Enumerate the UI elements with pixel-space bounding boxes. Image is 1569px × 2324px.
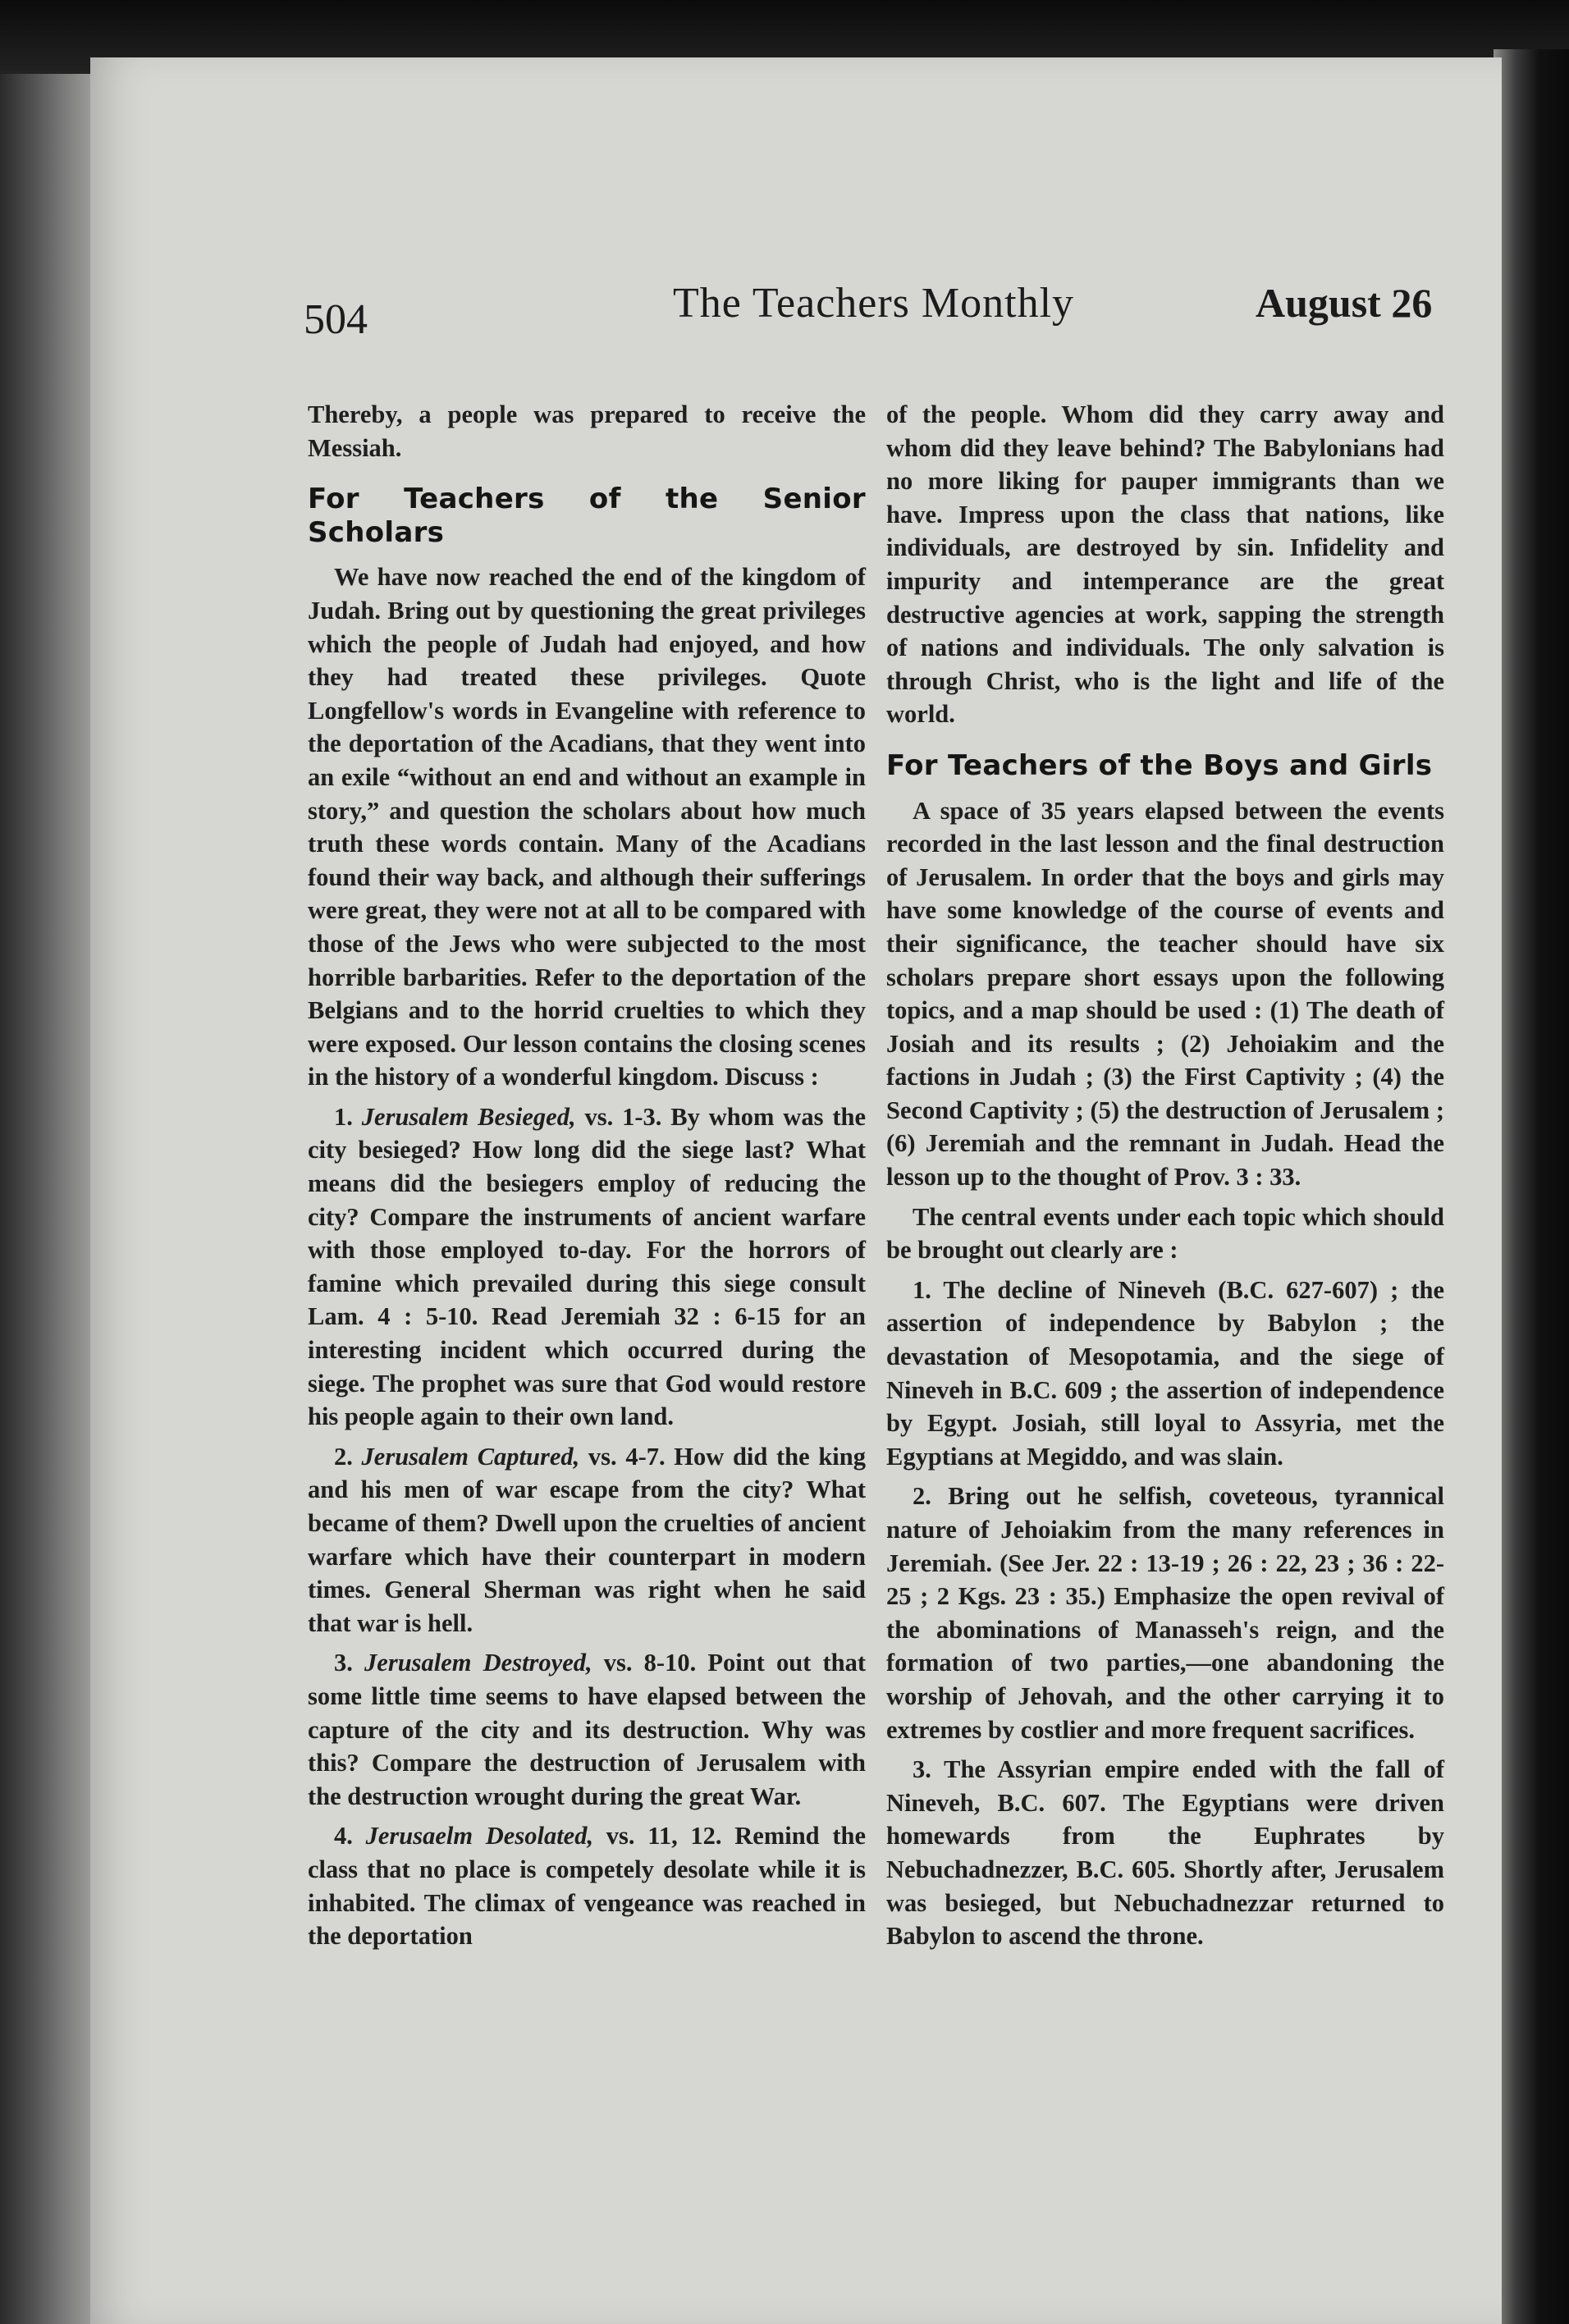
item-desolated xyxy=(308,1819,866,1952)
book-page xyxy=(90,57,1502,2324)
section-heading-senior: For Teachers of the Senior Scholars xyxy=(308,483,866,549)
item-title: Jerusalem Besieged, xyxy=(361,1102,585,1131)
item-destroyed xyxy=(308,1646,866,1813)
continued-paragraph: of the people. Whom did they carry away and whom did they leave behind? The Babylonians had no more liking for pauper immigrants than we have. Impress upon the class that nations, like individuals, are destroyed by sin. Infidelity and impurity and intemperance are the great destructive agencies at work, sapping the strength of nations and individuals. The only salvation is through Christ, who is the light and life of the world. xyxy=(886,400,1444,729)
item-title: Jerusalem Destroyed, xyxy=(364,1649,604,1677)
page-number: 504 xyxy=(304,296,368,343)
right-column xyxy=(886,398,1444,1953)
page-header xyxy=(90,254,1502,345)
item-text: vs. 8-10. Point out that some little time seems to have elapsed between the capture of the city and its destruction. Why was this? Compare the destruction of Jerusalem with the destruction wrought during the great War. xyxy=(308,1649,867,1810)
item-title: Jerusaelm Desolated, xyxy=(365,1822,606,1851)
intro-paragraph: Thereby, a people was prepared to receive the Messiah. xyxy=(308,400,866,462)
item-captured xyxy=(308,1440,866,1640)
section-heading-boys-girls: For Teachers of the Boys and Girls xyxy=(886,748,1433,782)
item-number: 3. xyxy=(334,1649,365,1677)
item-besieged xyxy=(308,1100,866,1434)
item-text: vs. 4-7. How did the king and his men of war escape from the city? What became of them? Dwell upon the cruelties of ancient warfare which have their counterpart in modern times. General Sherman was right when he said that war is hell. xyxy=(308,1442,866,1637)
event-paragraph-3: 3. The Assyrian empire ended with the fall of Nineveh, B.C. 607. The Egyptians were driven homewards from the Euphrates by Nebuchadnezzer, B.C. 605. Shortly after, Jerusalem was besieged, but Nebuchadnezzar returned to Babylon to ascend the throne. xyxy=(886,1755,1444,1951)
boys-girls-paragraph: A space of 35 years elapsed between the events recorded in the last lesson and the final destruction of Jerusalem. In order that the boys and girls may have some knowledge of the course of events and their significance, the teacher should have six scholars prepare short essays upon the following topics, and a map should be used : (1) The death of Josiah and its results ; (2) Jehoiakim and the factions in Judah ; (3) the First Captivity ; (4) the Second Captivity ; (5) the destruction of Jerusalem ; (6) Jeremiah and the remnant in Judah. Head the lesson up to the thought of Prov. 3 : 33. xyxy=(886,796,1444,1192)
running-title: The Teachers Monthly xyxy=(673,280,1075,327)
header-date: August 26 xyxy=(1256,280,1433,326)
item-text: vs. 1-3. By whom was the city besieged? How long did the siege last? What means did the besiegers employ of reducing the city? Compare the instruments of ancient warfare with those employed to-day. For the horrors of famine which prevailed during this siege consult Lam. 4 : 5-10. Read Jeremiah 32 : 6-15 for an interesting incident which occurred during the siege. The prophet was sure that God would restore his people again to their own land. xyxy=(308,1102,866,1431)
item-text: vs. 11, 12. Remind the class that no place is competely desolate while it is inhabited. The climax of vengeance was reached in the deportation xyxy=(308,1822,866,1951)
central-events-intro: The central events under each topic which should be brought out clearly are : xyxy=(886,1202,1444,1265)
senior-paragraph: We have now reached the end of the kingdom of Judah. Bring out by questioning the great privileges which the people of Judah had enjoyed, and how they had treated these privileges. Quote Longfellow's words in Evangeline with reference to the deportation of the Acadians, that they went into an exile “without an end and without an example in story,” and question the scholars about how much truth these words contain. Many of the Acadians found their way back, and although their sufferings were great, they were not at all to be compared with those of the Jews who were subjected to the most horrible barbarities. Refer to the deportation of the Belgians and to the horrid cruelties to which they were exposed. Our lesson contains the closing scenes in the history of a wonderful kingdom. Discuss : xyxy=(308,563,866,1091)
right-page-edge xyxy=(1494,49,1569,2324)
left-column xyxy=(308,398,866,1953)
event-paragraph-2: 2. Bring out he selfish, coveteous, tyrannical nature of Jehoiakim from the many references in Jeremiah. (See Jer. 22 : 13-19 ; 26 : 22, 23 ; 36 : 22-25 ; 2 Kgs. 23 : 35.) Emphasize the open revival of the abominations of Manasseh's reign, and the formation of two parties,—one abandoning the worship of Jehovah, and the other carrying it to extremes by costlier and more frequent sacrifices. xyxy=(886,1482,1444,1744)
item-title: Jerusalem Captured, xyxy=(361,1442,588,1471)
item-number: 2. xyxy=(334,1442,362,1471)
item-number: 4. xyxy=(334,1822,366,1851)
left-page-edge xyxy=(0,74,90,2324)
item-number: 1. xyxy=(334,1102,362,1131)
event-paragraph-1: 1. The decline of Nineveh (B.C. 627-607) ; the assertion of independence by Babylon ; the devastation of Mesopotamia, and the siege of Nineveh in B.C. 609 ; the assertion of independence by Egypt. Josiah, still loyal to Assyria, met the Egyptians at Megiddo, and was slain. xyxy=(886,1275,1444,1471)
